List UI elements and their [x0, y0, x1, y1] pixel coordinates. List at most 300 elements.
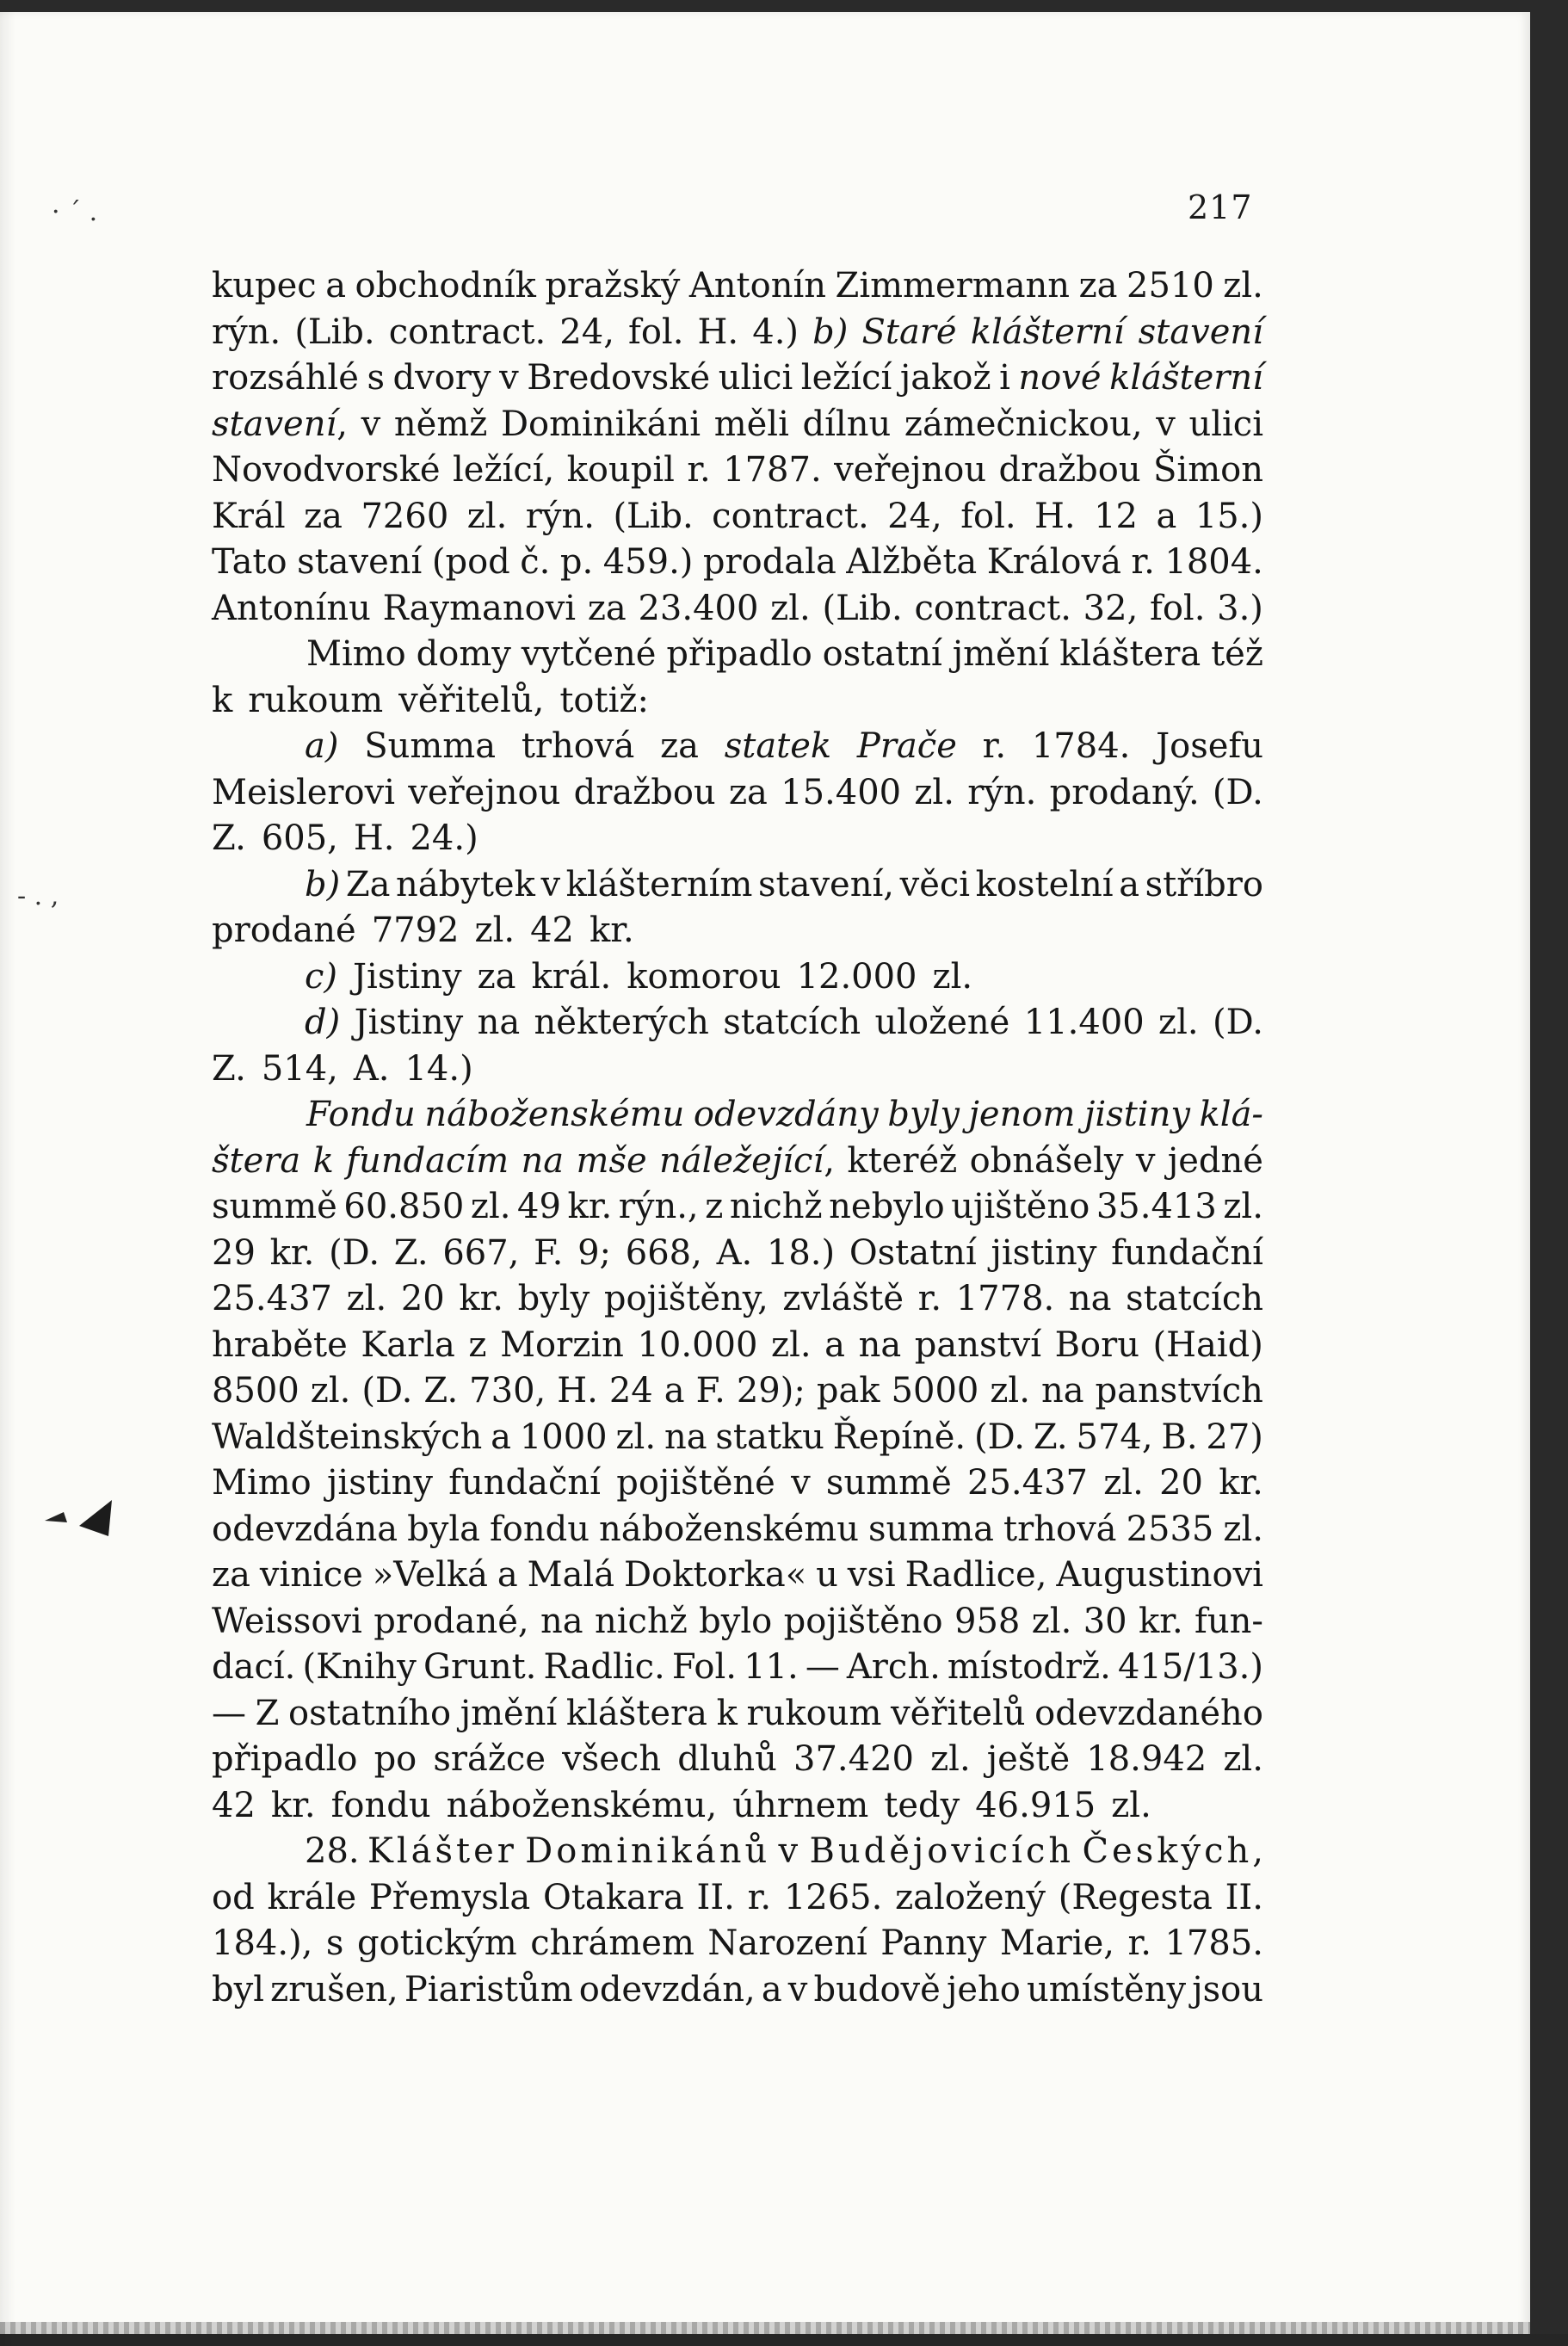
book-page [0, 12, 1530, 2334]
word: (Lib. [822, 588, 903, 628]
word: vytčené [521, 634, 657, 674]
word: nebylo [829, 1187, 945, 1226]
word: (Haid) [1152, 1324, 1263, 1365]
word: Za [345, 864, 391, 904]
word: k [716, 1693, 738, 1733]
word: prodala [702, 542, 836, 582]
word: kláštera [565, 1693, 707, 1733]
word: rukoum [746, 1693, 882, 1733]
word: a [325, 266, 347, 306]
word: fun- [1195, 1601, 1263, 1641]
word: Staré [861, 312, 957, 352]
word: ostatní [822, 634, 942, 674]
word: štera [212, 1140, 301, 1181]
word: 25.437 [212, 1279, 332, 1318]
page-edge-shadow [0, 12, 15, 2346]
word: (pod [431, 542, 510, 582]
word-group [212, 402, 348, 448]
word: na [858, 1324, 902, 1365]
word: (D. [974, 1417, 1025, 1457]
word: Král [212, 496, 286, 536]
word: zl. [1031, 1601, 1072, 1641]
word: 35.413 [1096, 1187, 1217, 1226]
word: zl. [346, 1279, 387, 1318]
word: založený [895, 1877, 1046, 1917]
word: Arch. [846, 1647, 941, 1687]
word: stavení, [758, 864, 894, 904]
word: zl. [770, 588, 811, 628]
word: 29); [736, 1371, 806, 1411]
word: r. [982, 726, 1007, 766]
word: fondu [490, 1509, 590, 1549]
word: dražbou [573, 772, 716, 812]
word: Otakara [543, 1877, 684, 1917]
word: připadlo [212, 1739, 358, 1779]
word: 20 [1159, 1463, 1203, 1503]
word: 668, [625, 1232, 702, 1273]
word: , [1252, 1831, 1263, 1871]
word: 730, [469, 1371, 546, 1411]
word: nichž [729, 1187, 823, 1226]
word: pražský [545, 266, 681, 306]
word: 25.437 [967, 1463, 1088, 1503]
word: byla [407, 1509, 480, 1549]
word: Přemysla [368, 1877, 531, 1917]
word: jeho [946, 1969, 1021, 2010]
word: Králová [986, 542, 1121, 582]
word: Radlic. [543, 1647, 665, 1687]
word: 1000 [519, 1417, 608, 1457]
word: 459.) [602, 542, 694, 582]
word: zl. [1111, 1785, 1151, 1825]
word: král. [531, 956, 612, 997]
word: 42 [530, 911, 574, 950]
word: 415/13.) [1117, 1647, 1263, 1687]
word: Meislerovi [212, 772, 396, 812]
word: zl. [771, 1324, 812, 1365]
word: contract. [712, 496, 869, 536]
word: 11.400 [1023, 1003, 1145, 1042]
word: kr. [269, 1232, 315, 1273]
word: z [705, 1187, 724, 1226]
page-number: 217 [1188, 188, 1253, 226]
word: — [805, 1647, 840, 1687]
word: statcích [723, 1003, 861, 1042]
word: věřitelů [891, 1693, 1026, 1733]
word: obchodník [355, 266, 536, 306]
word: fol. [960, 496, 1016, 536]
word: H. [557, 1371, 598, 1411]
word: kr. [1219, 1463, 1263, 1503]
text-line [212, 1139, 1263, 1185]
word: 184.), [212, 1923, 313, 1963]
word: 18.) [766, 1232, 836, 1273]
word: jsou [1192, 1969, 1263, 2010]
word: kr. [590, 911, 634, 950]
word: zrušen, [270, 1969, 398, 2010]
word: 605, [261, 818, 338, 858]
word: fol. [1150, 588, 1206, 628]
word: Šimon [1153, 450, 1263, 490]
text-line [212, 1737, 1263, 1783]
word: němž [393, 404, 488, 444]
word: obnášely [969, 1140, 1124, 1181]
word: náboženskému [424, 1095, 685, 1134]
word: veřejnou [408, 772, 561, 812]
word: 11. [744, 1647, 799, 1687]
word: gotickým [356, 1923, 517, 1963]
word: (D. [329, 1232, 380, 1273]
word: jmění [952, 634, 1050, 674]
word: za [660, 726, 699, 766]
word: na [1068, 1279, 1112, 1318]
text-line [212, 770, 1263, 817]
word: připadlo [666, 634, 812, 674]
word: ještě [986, 1739, 1071, 1779]
word: (D. [361, 1371, 413, 1411]
text-line [212, 1092, 1263, 1139]
word: summa [868, 1509, 995, 1549]
word: Grunt. [423, 1647, 537, 1687]
word: Klášter [367, 1831, 517, 1871]
word: panství [914, 1324, 1042, 1365]
word: věřitelů, [398, 680, 545, 720]
word: pak [816, 1371, 880, 1411]
word: věci [899, 864, 971, 904]
text-line [212, 954, 1263, 1001]
word: Z. [212, 818, 246, 858]
word: r. [917, 1279, 942, 1318]
word: kostelní [975, 864, 1114, 904]
word: v [787, 1969, 808, 2010]
word: Antonín [688, 266, 827, 306]
word: ulici [718, 358, 793, 398]
word: za [212, 1555, 250, 1595]
word: 24 [608, 1371, 653, 1411]
word: rýn. [212, 312, 281, 352]
word: Z. [1033, 1417, 1068, 1457]
word: F. [534, 1232, 564, 1273]
word: 24, [887, 496, 942, 536]
text-line [212, 1783, 1263, 1830]
word: summě [212, 1187, 337, 1226]
word: II. [696, 1877, 735, 1917]
word: místodrž. [947, 1647, 1111, 1687]
word: zl. [466, 496, 508, 536]
word: 1804. [1164, 542, 1263, 582]
word: zl. [470, 1187, 511, 1226]
word: Z. [423, 1371, 459, 1411]
word: zl. [1223, 266, 1263, 306]
word: trhová [521, 726, 635, 766]
word: dvory [392, 358, 491, 398]
word: za [587, 588, 627, 628]
word: vinice [259, 1555, 363, 1595]
word: (Lib. [294, 312, 375, 352]
word: na [1040, 1371, 1084, 1411]
word: k [312, 1140, 334, 1181]
word: a) [305, 726, 339, 766]
word: rýn., [618, 1187, 699, 1226]
word: 30 [1083, 1601, 1127, 1641]
word: 1787. [723, 450, 822, 490]
word: , [824, 1140, 835, 1181]
text-line [212, 263, 1263, 310]
word: a [761, 1969, 782, 2010]
word: (Knihy [302, 1647, 417, 1687]
word: prodaný. [1049, 772, 1200, 812]
word: 574, [1076, 1417, 1153, 1457]
word: 42 [212, 1785, 256, 1825]
word: rozsáhlé [212, 358, 359, 398]
word: fundační [1111, 1232, 1263, 1273]
word-group [1082, 1829, 1263, 1875]
word: za [477, 956, 516, 997]
word: č. [520, 542, 551, 582]
word: zámečnickou, [904, 404, 1143, 444]
text-line [212, 1231, 1263, 1277]
word: některých [534, 1003, 709, 1042]
text-line [212, 1691, 1263, 1738]
word: kr. [270, 1785, 316, 1825]
word: Narození [707, 1923, 867, 1963]
word: dílnu [802, 404, 892, 444]
word: 1778. [955, 1279, 1055, 1318]
word: Weissovi [212, 1601, 362, 1641]
word: r. [687, 450, 711, 490]
word: za [304, 496, 343, 536]
word: Mimo [212, 1463, 312, 1503]
word: Ostatní [849, 1232, 977, 1273]
word: Jistiny [353, 956, 462, 997]
word: krále [267, 1877, 357, 1917]
word: , [336, 404, 348, 444]
word: rýn. [967, 772, 1037, 812]
word: zl. [1158, 1003, 1199, 1042]
word: pojištěny, [603, 1279, 769, 1318]
word: Boru [1054, 1324, 1139, 1365]
word: nichž [595, 1601, 688, 1641]
word: fol. [628, 312, 684, 352]
word: ujištěno [951, 1187, 1090, 1226]
word: H. [697, 312, 739, 352]
word: F. [695, 1371, 725, 1411]
word: 49 [517, 1187, 561, 1226]
word: H. [1034, 496, 1076, 536]
word: umístěny [1026, 1969, 1187, 2010]
text-line [212, 1046, 1263, 1093]
word: 29 [212, 1232, 256, 1273]
word: 60.850 [343, 1187, 465, 1226]
word: Z. [393, 1232, 429, 1273]
word: Bredovské [527, 358, 711, 398]
word: dražbou [998, 450, 1141, 490]
word: s [325, 1923, 344, 1963]
word: »Velká [372, 1555, 488, 1595]
word: A. [716, 1232, 753, 1273]
word: 5000 [891, 1371, 979, 1411]
word: panstvích [1095, 1371, 1263, 1411]
word: kr. [459, 1279, 504, 1318]
word: Z. [212, 1048, 246, 1089]
word: Českých [1082, 1831, 1253, 1871]
word: p. [559, 542, 594, 582]
word: contract. [914, 588, 1071, 628]
word: 15.400 [781, 772, 902, 812]
word: zvláště [782, 1279, 904, 1318]
word: zl. [930, 1739, 971, 1779]
word: 10.000 [637, 1324, 758, 1365]
word: b) [305, 864, 341, 904]
word: Řepíně. [832, 1417, 966, 1457]
word: u [816, 1555, 838, 1595]
word: H. [353, 818, 395, 858]
word: (Lib. [613, 496, 694, 536]
word: klášterní [970, 312, 1125, 352]
word: 9; [577, 1232, 612, 1273]
word: jakož [899, 358, 991, 398]
word: zl. [1223, 1739, 1263, 1779]
word: měli [713, 404, 789, 444]
word: Novodvorské [212, 450, 441, 490]
word: byly [517, 1279, 590, 1318]
text-line [212, 1829, 1263, 1875]
word: Panny [880, 1923, 987, 1963]
word: Morzin [500, 1324, 624, 1365]
word: Fondu [306, 1095, 416, 1134]
word: 12.000 [796, 956, 917, 997]
word: (D. [1213, 1003, 1263, 1042]
word: r. [1131, 542, 1155, 582]
word: i [999, 358, 1010, 398]
word: 15.) [1195, 496, 1263, 536]
word: Karla [361, 1324, 455, 1365]
word: 958 [954, 1601, 1021, 1641]
word: na [521, 1140, 565, 1181]
word: koupil [566, 450, 675, 490]
word: klá- [1199, 1095, 1263, 1134]
word: stavení [1138, 312, 1263, 352]
text-line [212, 816, 1263, 862]
word: jistiny [1083, 1095, 1190, 1134]
word: Josefu [1156, 726, 1263, 766]
word: B. [1161, 1417, 1198, 1457]
word: trhová [1003, 1509, 1117, 1549]
word: 2535 [1126, 1509, 1214, 1549]
text-line [212, 1921, 1263, 1967]
page-bottom-edge [0, 2322, 1530, 2334]
word: v [361, 404, 381, 444]
word: v [499, 358, 519, 398]
word: jenom [968, 1095, 1076, 1134]
text-line [212, 632, 1263, 678]
word: d) [305, 1003, 341, 1042]
word: 28. [305, 1831, 360, 1871]
word: náležející [659, 1140, 824, 1181]
word: 24.) [410, 818, 478, 858]
word: kupec [212, 266, 317, 306]
word: totiž: [559, 680, 649, 720]
word: hraběte [212, 1324, 348, 1365]
word: zl. [932, 956, 973, 997]
word: ostatního [288, 1693, 452, 1733]
word: rýn. [525, 496, 595, 536]
word: na [664, 1417, 707, 1457]
word: byl [212, 1969, 264, 2010]
word: z [468, 1324, 487, 1365]
text-line [212, 1323, 1263, 1369]
word: odevzdán, [578, 1969, 756, 2010]
text-line [212, 1276, 1263, 1323]
word: Tato [212, 542, 287, 582]
word: statku [715, 1417, 824, 1457]
word: odevzdány [693, 1095, 879, 1134]
text-line [212, 494, 1263, 540]
text-line [212, 586, 1263, 633]
text-line [212, 540, 1263, 586]
word: budově [813, 1969, 941, 2010]
word: stavení [297, 542, 423, 582]
word: ležící [800, 358, 892, 398]
word: 1784. [1031, 726, 1131, 766]
word: ležící, [453, 450, 555, 490]
word: Prače [856, 726, 957, 766]
word: Z [255, 1693, 280, 1733]
text-line [212, 402, 1263, 448]
word: tedy [884, 1785, 960, 1825]
word: klášterní [1109, 358, 1263, 398]
word: A. [353, 1048, 390, 1089]
word: byly [887, 1095, 960, 1134]
word: a [664, 1371, 685, 1411]
word: Marie, [999, 1923, 1114, 1963]
word: nábytek [396, 864, 535, 904]
word: bylo [699, 1601, 773, 1641]
word: dací. [212, 1647, 296, 1687]
word: (Regesta [1058, 1877, 1213, 1917]
word: 1785. [1164, 1923, 1263, 1963]
text-line [212, 1645, 1263, 1691]
word: kr. [1138, 1601, 1183, 1641]
text-line [212, 1507, 1263, 1553]
word: mše [576, 1140, 647, 1181]
word: ulici [1188, 404, 1263, 444]
word: Summa [364, 726, 497, 766]
word: za [728, 772, 768, 812]
word: (D. [1212, 772, 1263, 812]
word: uložené [874, 1003, 1010, 1042]
word: 4.) [752, 312, 799, 352]
word: II. [1225, 1877, 1263, 1917]
word: a [1156, 496, 1177, 536]
margin-speck: - . , [17, 881, 59, 911]
word: komorou [627, 956, 781, 997]
word-group [659, 1139, 835, 1185]
word: 667, [442, 1232, 520, 1273]
word: zl. [1223, 1509, 1263, 1549]
word: 37.420 [793, 1739, 914, 1779]
word: v [1135, 1140, 1156, 1181]
word: a [497, 1555, 518, 1595]
text-line [212, 448, 1263, 494]
word: fundační [448, 1463, 601, 1503]
word: též [1211, 634, 1263, 674]
word: srážce [433, 1739, 546, 1779]
word: Malá [527, 1555, 615, 1595]
word: v [791, 1463, 811, 1503]
word: statcích [1126, 1279, 1263, 1318]
text-line [212, 862, 1263, 909]
